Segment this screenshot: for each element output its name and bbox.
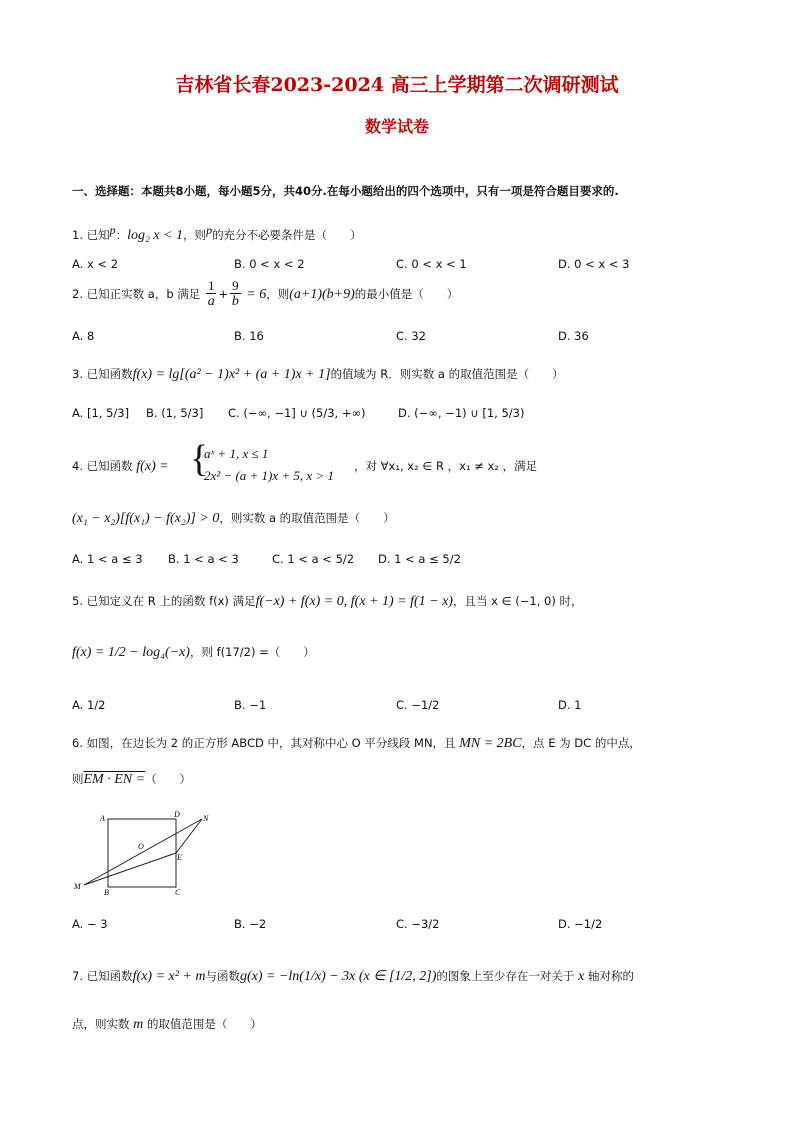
q2-option-a: A. 8 [72,329,95,343]
q6-option-b: B. −2 [234,917,267,931]
q5-option-d: D. 1 [558,698,582,712]
question-6-expr: 则EM · EN =（ ） [72,772,192,787]
q4-stem-b: ，对 ∀x₁, x₂ ∈ R ，x₁ ≠ x₂ ，满足 [354,459,538,473]
question-3-stem: 3. 已知函数f(x) = lg[(a² − 1)x² + (a + 1)x + 1]的值域为 R．则实数 a 的取值范围是（ ） [72,367,564,382]
label-o: O [138,842,144,851]
page-subtitle: 数学试卷 [364,117,429,136]
question-4-cond: (x₁ − x₂)[f(x₁) − f(x₂)] > 0，则实数 a 的取值范围是（ ） [72,511,395,526]
question-4-label: 4. 已知函数 f(x) = [72,459,169,474]
q4-option-a: A. 1 < a ≤ 3 [72,552,143,566]
q4-option-b: B. 1 < a < 3 [168,552,239,566]
q3-option-c: C. (−∞, −1] ∪ (5/3, +∞) [228,406,366,420]
q2-option-c: C. 32 [396,329,426,343]
question-7-stem-cont: 点，则实数 m 的取值范围是（ ） [72,1017,262,1032]
q3-option-a: A. [1, 5/3] [72,406,130,420]
segment-en [176,819,202,853]
question-2-stem: 2. 已知正实数 a，b 满足 $\frac{1}{a}$ + $\frac{9}{b}$ = 6，则(a+1)(b+9)的最小值是（ ） [72,278,459,310]
label-d: D [174,810,180,819]
question-6-stem: 6. 如图，在边长为 2 的正方形 ABCD 中，其对称中心 O 平分线段 MN，且 MN = 2BC，点 E 为 DC 的中点， [72,736,641,751]
q1-option-b: B. 0 < x < 2 [234,257,305,271]
q2-option-b: B. 16 [234,329,264,343]
q6-option-c: C. −3/2 [396,917,440,931]
label-e: E [177,853,182,862]
q4-case-1: aˣ + 1, x ≤ 1 [204,446,269,461]
square-figure [66,805,226,897]
segment-me [84,853,176,885]
question-7-stem: 7. 已知函数f(x) = x² + m与函数g(x) = −ln(1/x) − 3x (x ∈ [1/2, 2])的图象上至少存在一对关于 x 轴对称的 [72,969,634,984]
piecewise-brace: { [190,438,209,480]
q4-option-c: C. 1 < a < 5/2 [272,552,355,566]
segment-mn [84,819,202,885]
page-title: 吉林省长春2023-2024 高三上学期第二次调研测试 [175,74,619,96]
q6-option-a: A. − 3 [72,917,108,931]
label-b: B [104,888,109,897]
label-c: C [175,888,181,897]
section-heading: 一、选择题：本题共8小题，每小题5分，共40分.在每小题给出的四个选项中，只有一项是符合题目要求的. [72,184,619,198]
q6-option-d: D. −1/2 [558,917,603,931]
q5-option-c: C. −1/2 [396,698,440,712]
q3-option-d: D. (−∞, −1) ∪ [1, 5/3) [398,406,525,420]
label-m: M [74,882,81,891]
question-5-stem: 5. 已知定义在 R 上的函数 f(x) 满足f(−x) + f(x) = 0, f(x + 1) = f(1 − x)，且当 x ∈ (−1, 0) 时， [72,594,583,609]
q4-case-2: 2x² − (a + 1)x + 5, x > 1 [204,468,334,483]
q5-option-a: A. 1/2 [72,698,106,712]
q2-option-d: D. 36 [558,329,589,343]
q3-option-b: B. (1, 5/3] [146,406,204,420]
question-1-stem: 1. 已知$^p$：log₂ x < 1，则$^p$的充分不必要条件是（ ） [72,223,362,243]
q1-option-a: A. x < 2 [72,257,119,271]
question-5-expr: f(x) = 1/2 − log₄(−x)，则 f(17/2) =（ ） [72,645,315,660]
q4-option-d: D. 1 < a ≤ 5/2 [378,552,461,566]
label-n: N [203,814,209,823]
q1-option-d: D. 0 < x < 3 [558,257,630,271]
label-a: A [100,814,105,823]
q5-option-b: B. −1 [234,698,267,712]
q1-option-c: C. 0 < x < 1 [396,257,467,271]
